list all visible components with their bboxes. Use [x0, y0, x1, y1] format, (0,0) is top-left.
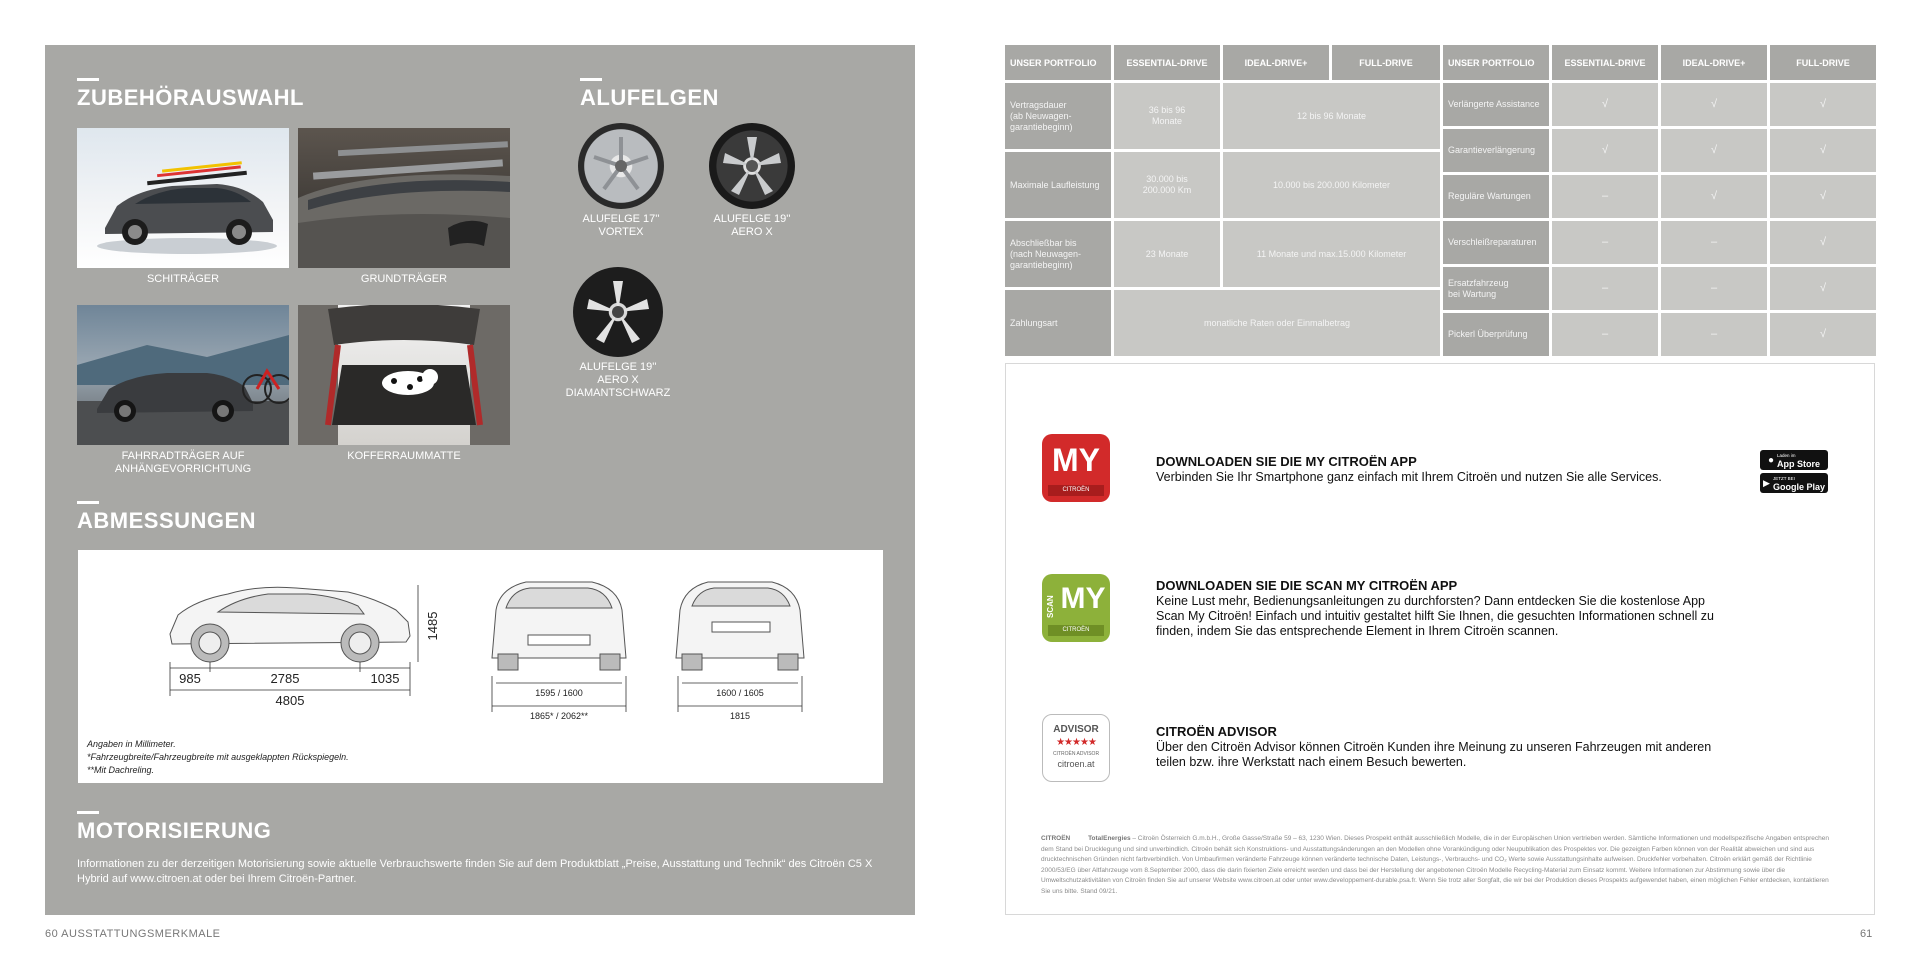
badge-text: Google Play	[1772, 482, 1825, 492]
section-dash	[580, 78, 602, 81]
app-icon-sub: CITROËN	[1048, 625, 1104, 636]
app-title: DOWNLOADEN SIE DIE MY CITROËN APP	[1156, 454, 1417, 469]
table-row-label: Zahlungsart	[1005, 290, 1111, 356]
badge-text: App Store	[1777, 459, 1821, 469]
rims-title: ALUFELGEN	[580, 85, 719, 110]
table-row-label: Reguläre Wartungen	[1443, 175, 1549, 218]
table-cell: 30.000 bis 200.000 Km	[1114, 152, 1220, 218]
table-row-label: Verlängerte Assistance	[1443, 83, 1549, 126]
legal-brand: CITROËN	[1041, 835, 1071, 842]
citroen-advisor-icon[interactable]	[1042, 714, 1110, 782]
app-description: Keine Lust mehr, Bedienungsanleitungen zu durchforsten? Dann entdecken Sie die kostenlose App Scan My Citroën! Einfach und intuitiv gestaltet hilft Sie Ihnen, die gesuchten Informationen schnell zu finden, indem Sie das entsprechende Element in Ihrem Citroën scannen.	[1156, 594, 1714, 638]
table-cell: –	[1552, 313, 1658, 356]
badge-small-text: Laden im	[1777, 453, 1796, 458]
table-header: FULL-DRIVE	[1770, 45, 1876, 80]
wheel-image-vortex	[578, 123, 664, 209]
dim-rear-width: 1815	[729, 711, 751, 721]
table-cell: √	[1770, 83, 1876, 126]
accessory-caption: SCHITRÄGER	[146, 273, 220, 285]
accessory-caption: KOFFERRAUMMATTE	[347, 450, 461, 462]
dimensions-note: **Mit Dachreling.	[87, 765, 155, 775]
accessory-caption: GRUNDTRÄGER	[360, 273, 448, 285]
accessory-image-trunk-mat	[298, 305, 510, 445]
accessory-image-bike-carrier	[77, 305, 289, 445]
legal-partner: TotalEnergies	[1088, 835, 1131, 842]
table-header: IDEAL-DRIVE+	[1661, 45, 1767, 80]
dim-rear-overhang: 1035	[370, 671, 400, 686]
play-icon: ▶	[1763, 477, 1770, 488]
table-cell: √	[1552, 83, 1658, 126]
table-cell: monatliche Raten oder Einmalbetrag	[1114, 290, 1440, 356]
accessory-image-ski-carrier	[77, 128, 289, 268]
section-dash	[77, 501, 99, 504]
scan-my-citroen-app-icon[interactable]	[1042, 574, 1110, 642]
table-cell: √	[1552, 129, 1658, 172]
table-row-label: Maximale Laufleistung	[1005, 152, 1111, 218]
table-header: IDEAL-DRIVE+	[1223, 45, 1329, 80]
dim-front-track: 1595 / 1600	[535, 688, 583, 698]
app-icon-prefix: SCAN	[1046, 595, 1055, 618]
advisor-stars: ★★★★★	[1056, 737, 1096, 748]
table-cell: √	[1770, 175, 1876, 218]
dim-rear-track: 1600 / 1605	[716, 688, 764, 698]
table-cell: –	[1661, 313, 1767, 356]
section-dash	[77, 811, 99, 814]
table-cell: √	[1770, 221, 1876, 264]
dim-front-overhang: 985	[179, 671, 201, 686]
rim-caption: ALUFELGE 17'' VORTEX	[582, 213, 660, 238]
table-header: FULL-DRIVE	[1332, 45, 1440, 80]
table-cell: 23 Monate	[1114, 221, 1220, 287]
table-row-label: Pickerl Überprüfung	[1443, 313, 1549, 356]
app-title: CITROËN ADVISOR	[1156, 724, 1277, 739]
footer-page-right: 61	[1860, 928, 1873, 940]
table-cell: √	[1770, 267, 1876, 310]
table-row-label: Garantieverlängerung	[1443, 129, 1549, 172]
table-row-label: Ersatzfahrzeug bei Wartung	[1443, 267, 1549, 310]
section-dash	[77, 78, 99, 81]
advisor-icon-text: ADVISOR	[1053, 724, 1099, 735]
app-icon-text: MY	[1060, 582, 1106, 615]
app-store-badge[interactable]	[1760, 450, 1828, 470]
dimensions-note: *Fahrzeugbreite/Fahrzeugbreite mit ausgeklappten Rückspiegeln.	[87, 752, 349, 762]
accessories-title: ZUBEHÖRAUSWAHL	[77, 85, 304, 110]
apple-icon: ●	[1767, 454, 1775, 466]
footer-page-left: 60 AUSSTATTUNGSMERKMALE	[45, 928, 221, 940]
table-cell: –	[1661, 221, 1767, 264]
app-description: Über den Citroën Advisor können Citroën Kunden ihre Meinung zu unseren Fahrzeugen mit anderen teilen bzw. ihre Werkstatt nach einem Besuch bewerten.	[1156, 740, 1712, 769]
motor-text: Informationen zu der derzeitigen Motorisierung sowie aktuelle Verbrauchswerte finden Sie auf dem Produktblatt „Preise, Ausstattung und Technik“ des Citroën C5 X Hybrid auf www.citroen.at oder bei Ihrem Citroën-Partner.	[77, 858, 873, 885]
dim-front-width: 1865* / 2062**	[529, 711, 589, 721]
advisor-url: citroen.at	[1057, 759, 1095, 769]
app-title: DOWNLOADEN SIE DIE SCAN MY CITROËN APP	[1156, 578, 1458, 593]
table-cell: √	[1661, 175, 1767, 218]
table-cell: –	[1552, 267, 1658, 310]
dim-height: 1485	[425, 611, 440, 641]
table-row-label: Abschließbar bis (nach Neuwagen- garantiebeginn)	[1005, 221, 1111, 287]
table-header: ESSENTIAL-DRIVE	[1114, 45, 1220, 80]
dimensions-note: Angaben in Millimeter.	[87, 739, 176, 749]
app-icon-text: MY	[1052, 442, 1100, 478]
table-cell: 36 bis 96 Monate	[1114, 83, 1220, 149]
rim-caption: ALUFELGE 19'' AERO X	[713, 213, 791, 238]
table-header: UNSER PORTFOLIO	[1443, 45, 1549, 80]
dim-length: 4805	[275, 693, 305, 708]
table-row-label: Verschleißreparaturen	[1443, 221, 1549, 264]
table-cell: √	[1770, 129, 1876, 172]
accessory-image-roof-bars	[298, 128, 510, 268]
dim-wheelbase: 2785	[270, 671, 300, 686]
table-header: ESSENTIAL-DRIVE	[1552, 45, 1658, 80]
table-cell: 12 bis 96 Monate	[1223, 83, 1440, 149]
table-cell: √	[1770, 313, 1876, 356]
motor-title: MOTORISIERUNG	[77, 818, 272, 843]
left-panel	[45, 45, 915, 915]
badge-small-text: JETZT BEI	[1772, 476, 1795, 481]
legal-text	[1041, 834, 1831, 897]
table-row-label: Vertragsdauer (ab Neuwagen- garantiebeginn)	[1005, 83, 1111, 149]
advisor-icon-sub: CITROËN ADVISOR	[1052, 751, 1100, 757]
table-cell: –	[1552, 221, 1658, 264]
table-cell: –	[1661, 267, 1767, 310]
dimensions-drawing	[78, 550, 883, 783]
table-cell: 11 Monate und max.15.000 Kilometer	[1223, 221, 1440, 287]
rim-caption: ALUFELGE 19'' AERO X DIAMANTSCHWARZ	[565, 361, 671, 399]
table-cell: √	[1661, 129, 1767, 172]
accessory-caption: FAHRRADTRÄGER AUF ANHÄNGEVORRICHTUNG	[114, 450, 252, 475]
table-cell: √	[1661, 83, 1767, 126]
wheel-image-aero-x	[709, 123, 795, 209]
dimensions-title: ABMESSUNGEN	[77, 508, 257, 533]
table-cell: 10.000 bis 200.000 Kilometer	[1223, 152, 1440, 218]
app-description: Verbinden Sie Ihr Smartphone ganz einfach mit Ihrem Citroën und nutzen Sie alle Services.	[1156, 470, 1662, 484]
legal-body: – Citroën Österreich G.m.b.H., Große Gasse/Straße 59 – 63, 1230 Wien. Dieses Prospekt enthält ausschließlich Modelle, die in der Europäischen Union vertrieben werden. Sämtliche Informationen und modellspezifische Angaben entsprechen dem Stand bei Drucklegung und sind unverbindlich. Citroën behält sich Konstruktions- und Ausstattungsänderungen an den Modellen ohne Vorankündigung oder Neupublikation des Prospektes vor. Die gezeigten Farben können von der Realität abweichen und sind aus drucktechnischen Gründen nicht farbverbindlich. Von Umbaufirmen veränderte Fahrzeuge können veränderte technische Daten, Leistungs-, Verbrauchs- und CO₂ Werte sowie Ausstattungsinhalte aufweisen. Druckfehler vorbehalten. Citroën erklärt gemäß der Richtlinie 2000/53/EG über Altfahrzeuge vom 8.September 2000, dass die darin fixierten Ziele erreicht werden und dass bei der Herstellung der angebotenen Citroën Modelle Recycling-Material zum Einsatz kommt. Weitere Informationen zur Abstimmung sowie über die Umweltschutzaktivitäten von Citroën finden Sie auf unserer Website www.citroen.at oder unter www.developpement-durable.psa.fr. Wenn Sie trotz aller Sorgfalt, die wir bei der Produktion dieses Prospekts aufgewendet haben, einen möglichen Fehler entdecken, kontaktieren Sie uns bitte. Stand 09/21.	[1041, 835, 1829, 895]
table-cell: –	[1552, 175, 1658, 218]
my-citroen-app-icon[interactable]	[1042, 434, 1110, 502]
apps-panel	[1005, 363, 1875, 915]
app-icon-sub: CITROËN	[1048, 485, 1104, 496]
google-play-badge[interactable]	[1760, 473, 1828, 493]
table-header: UNSER PORTFOLIO	[1005, 45, 1111, 80]
wheel-image-aero-x-diamond-black	[573, 267, 663, 357]
